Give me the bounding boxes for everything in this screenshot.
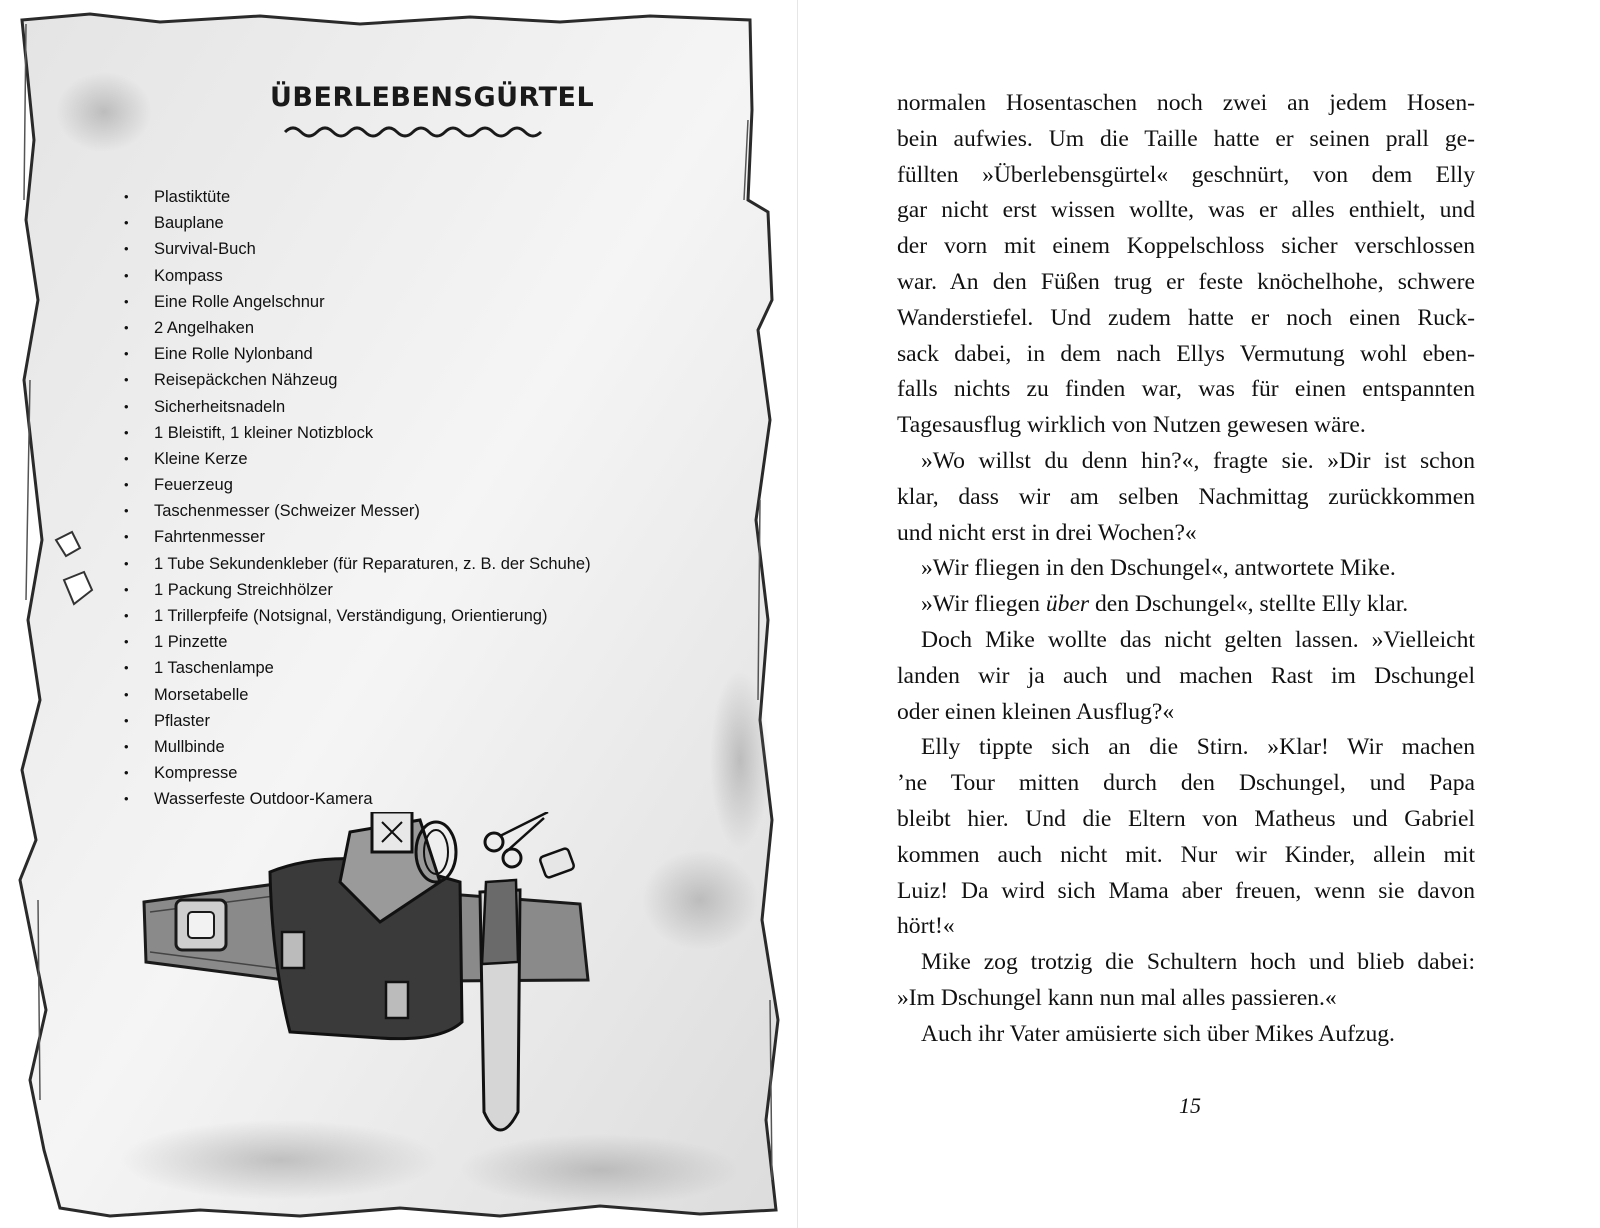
list-item-label: Pflaster xyxy=(154,711,210,730)
text-line: füllten »Überlebensgürtel« geschnürt, von dem Elly xyxy=(897,161,1475,188)
text-line: Auch ihr Vater amüsierte sich über Mikes Aufzug. xyxy=(921,1020,1395,1047)
text-line: bleibt hier. Und die Eltern von Matheus und Gabriel xyxy=(897,805,1475,832)
list-item xyxy=(124,446,591,472)
emphasis: über xyxy=(1045,591,1090,618)
text-line: Mike zog trotzig die Schultern hoch und blieb dabei: xyxy=(921,949,1475,976)
bullet-icon: • xyxy=(124,319,129,335)
text-line: falls nichts zu finden war, was für einen entspannten xyxy=(897,376,1475,403)
list-item xyxy=(124,629,591,655)
list-item xyxy=(124,210,591,236)
list-item-label: 1 Trillerpfeife (Notsignal, Verständigung, Orientierung) xyxy=(154,607,548,625)
list-item xyxy=(124,472,591,498)
list-item-label: Bauplane xyxy=(154,214,224,233)
text-line: ’ne Tour mitten durch den Dschungel, und Papa xyxy=(897,770,1475,797)
list-item xyxy=(124,577,591,603)
text-line: sack dabei, in dem nach Ellys Vermutung wohl eben- xyxy=(897,340,1475,367)
text-line: Wanderstiefel. Und zudem hatte er noch einen Ruck- xyxy=(897,304,1475,331)
list-item-label: Fahrtenmesser xyxy=(154,528,265,547)
list-item xyxy=(124,655,591,681)
text-line: Doch Mike wollte das nicht gelten lassen. »Vielleicht xyxy=(921,626,1475,653)
list-item-label: Kompresse xyxy=(154,764,238,783)
survival-belt-list xyxy=(124,184,591,813)
text-line: kommen auch nicht mit. Nur wir Kinder, allein mit xyxy=(897,841,1475,868)
list-item xyxy=(124,760,591,786)
bullet-icon: • xyxy=(124,398,129,414)
list-item-label: Mullbinde xyxy=(154,737,225,756)
bullet-icon: • xyxy=(124,634,129,650)
list-item-label: Eine Rolle Angelschnur xyxy=(154,292,325,311)
list-item-label: Kompass xyxy=(154,266,223,285)
list-item xyxy=(124,524,591,550)
text-segment: den Dschungel«, stellte Elly klar. xyxy=(1089,591,1409,618)
text-line: war. An den Füßen trug er feste knöchelhohe, schwere xyxy=(897,268,1475,295)
list-item-label: Eine Rolle Nylonband xyxy=(154,345,313,364)
text-line: hört!« xyxy=(897,913,955,940)
list-item xyxy=(124,341,591,367)
text-line: Tagesausflug wirklich von Nutzen gewesen wäre. xyxy=(897,412,1366,439)
title-underline-wave xyxy=(283,124,545,140)
text-line: Luiz! Da wird sich Mama aber freuen, wenn sie davon xyxy=(897,877,1475,904)
list-item-label: 1 Tube Sekundenkleber (für Reparaturen, z. B. der Schuhe) xyxy=(154,554,591,573)
list-item-label: Sicherheitsnadeln xyxy=(154,397,286,416)
list-item-label: Taschenmesser (Schweizer Messer) xyxy=(154,502,420,521)
list-item-label: Feuerzeug xyxy=(154,476,233,495)
list-title: ÜBERLEBENSGÜRTEL xyxy=(270,82,595,113)
bullet-icon: • xyxy=(124,529,129,545)
list-item xyxy=(124,420,591,446)
bullet-icon: • xyxy=(124,477,129,493)
list-item xyxy=(124,263,591,289)
text-line: bein aufwies. Um die Taille hatte er seinen prall ge- xyxy=(897,125,1475,152)
list-item xyxy=(124,734,591,760)
bullet-icon: • xyxy=(124,189,129,204)
text-line: »Wir fliegen in den Dschungel«, antwortete Mike. xyxy=(921,555,1396,582)
list-item-label: 1 Bleistift, 1 kleiner Notizblock xyxy=(154,423,374,442)
list-item xyxy=(124,315,591,341)
text-line: klar, dass wir am selben Nachmittag zurückkommen xyxy=(897,483,1475,510)
bullet-icon: • xyxy=(124,555,129,571)
bullet-icon: • xyxy=(124,424,129,440)
list-item xyxy=(124,184,591,210)
text-line: »Wo willst du denn hin?«, fragte sie. »Dir ist schon xyxy=(921,447,1475,474)
bullet-icon: • xyxy=(124,372,129,388)
list-item-label: Wasserfeste Outdoor-Kamera xyxy=(154,790,373,809)
list-item xyxy=(124,786,591,812)
text-line: oder einen kleinen Ausflug?« xyxy=(897,698,1175,725)
bullet-icon: • xyxy=(124,660,129,676)
bullet-icon: • xyxy=(124,293,129,309)
bullet-icon: • xyxy=(124,608,129,623)
bullet-icon: • xyxy=(124,267,129,283)
text-line: normalen Hosentaschen noch zwei an jedem Hosen- xyxy=(897,90,1475,116)
text-line: der vorn mit einem Koppelschloss sicher verschlossen xyxy=(897,233,1475,260)
text-line: gar nicht erst wissen wollte, was er alles enthielt, und xyxy=(897,197,1475,224)
list-item-label: 1 Pinzette xyxy=(154,633,228,652)
page-gutter xyxy=(797,0,798,1228)
list-item xyxy=(124,603,591,629)
list-item xyxy=(124,367,591,393)
list-item xyxy=(124,708,591,734)
survival-belt-illustration xyxy=(140,812,620,1152)
text-segment: »Wir fliegen xyxy=(921,591,1046,618)
text-line: und nicht erst in drei Wochen?« xyxy=(897,519,1197,546)
list-item xyxy=(124,551,591,577)
list-item xyxy=(124,394,591,420)
list-item-label: Reisepäckchen Nähzeug xyxy=(154,371,338,390)
list-item-label: 2 Angelhaken xyxy=(154,318,255,337)
bullet-icon: • xyxy=(124,215,129,231)
bullet-icon: • xyxy=(124,581,129,597)
list-item xyxy=(124,498,591,524)
text-line: »Im Dschungel kann nun mal alles passieren.« xyxy=(897,984,1337,1011)
list-item-label: Morsetabelle xyxy=(154,685,249,704)
bullet-icon: • xyxy=(124,765,129,781)
text-line xyxy=(897,587,1475,623)
bullet-icon: • xyxy=(124,791,129,807)
bullet-icon: • xyxy=(124,241,129,257)
list-item-label: 1 Packung Streichhölzer xyxy=(154,580,333,599)
bullet-icon: • xyxy=(124,450,129,466)
list-item xyxy=(124,682,591,708)
bullet-icon: • xyxy=(124,346,129,362)
list-item-label: Kleine Kerze xyxy=(154,449,248,468)
page-number: 15 xyxy=(1179,1093,1201,1118)
bullet-icon: • xyxy=(124,686,129,702)
story-text xyxy=(897,86,1475,1053)
bullet-icon: • xyxy=(124,712,129,728)
list-item xyxy=(124,236,591,262)
bullet-icon: • xyxy=(124,738,129,754)
list-item-label: 1 Taschenlampe xyxy=(154,659,274,678)
bullet-icon: • xyxy=(124,503,129,519)
text-line: landen wir ja auch und machen Rast im Dschungel xyxy=(897,662,1475,689)
list-item xyxy=(124,289,591,315)
list-item-label: Survival-Buch xyxy=(154,240,256,259)
list-item-label: Plastiktüte xyxy=(154,188,231,206)
text-line: Elly tippte sich an die Stirn. »Klar! Wir machen xyxy=(921,734,1475,761)
